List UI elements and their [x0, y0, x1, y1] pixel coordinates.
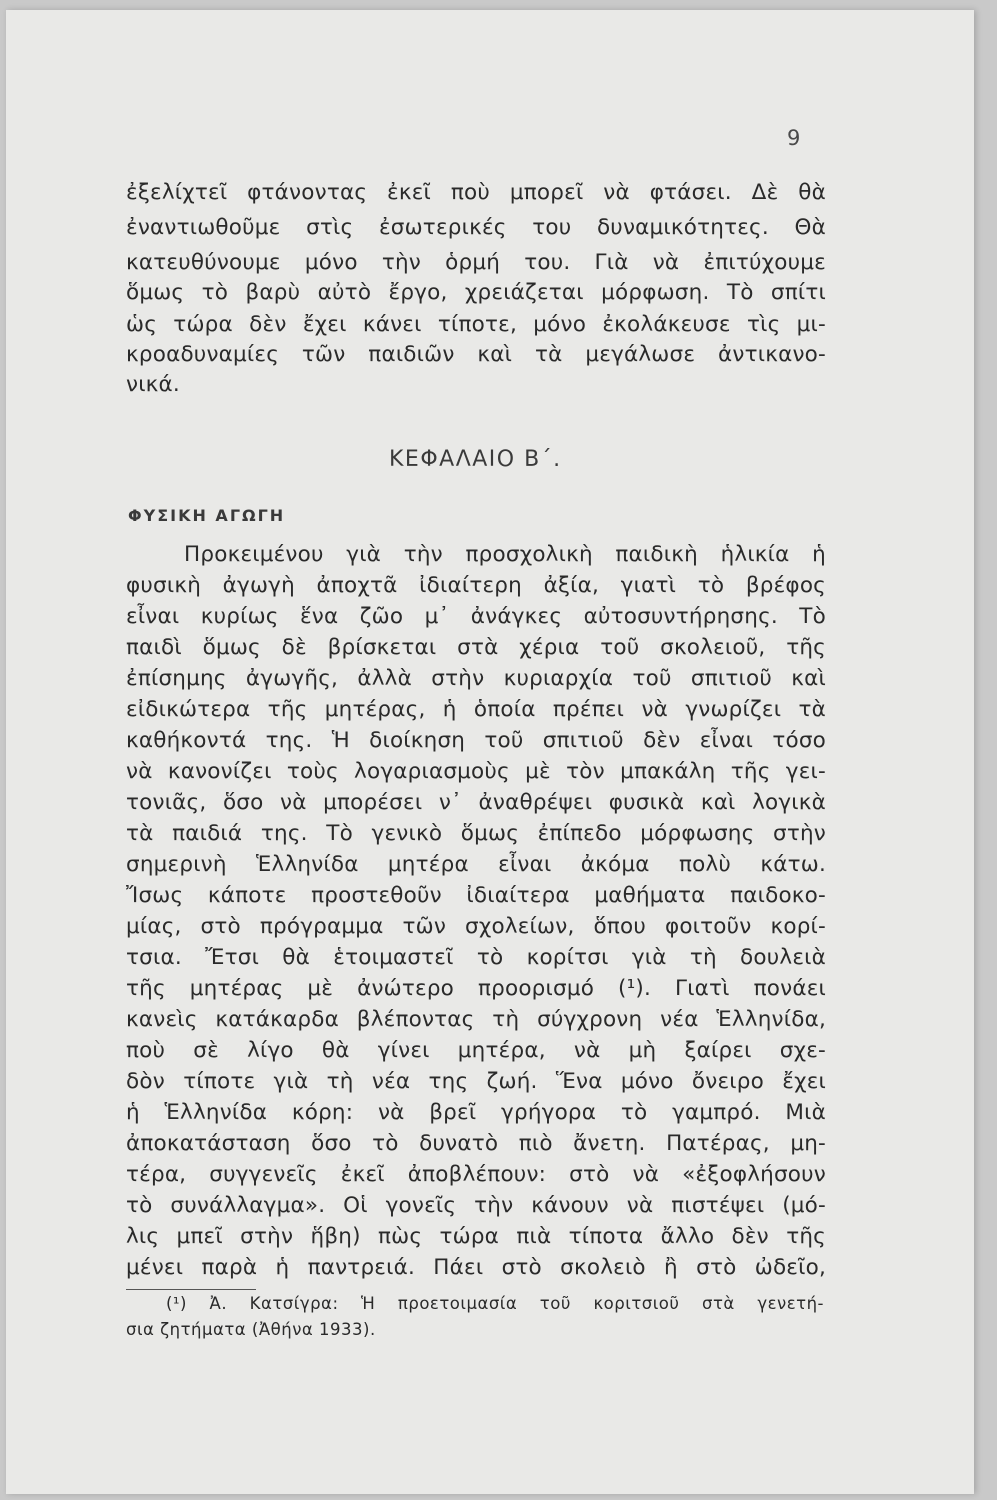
text-line: νὰ κανονίζει τοὺς λογαριασμοὺς μὲ τὸν μπακάλη τῆς γει-: [126, 759, 826, 784]
text-line: κατευθύνουμε μόνο τὴν ὁρμή του. Γιὰ νὰ ἐπιτύχουμε: [126, 250, 826, 275]
page-number: 9: [787, 126, 801, 150]
text-line: τὸ συνάλλαγμα». Οἱ γονεῖς τὴν κάνουν νὰ πιστέψει (μό-: [126, 1193, 826, 1218]
text-line: τέρα, συγγενεῖς ἐκεῖ ἀποβλέπουν: στὸ νὰ «ἐξοφλήσουν: [126, 1162, 826, 1187]
text-line: μίας, στὸ πρόγραμμα τῶν σχολείων, ὅπου φοιτοῦν κορί-: [126, 914, 826, 939]
footnote-divider: [126, 1289, 256, 1290]
text-line: εἶναι κυρίως ἕνα ζῶο μ᾿ ἀνάγκες αὐτοσυντήρησης. Τὸ: [126, 604, 826, 629]
text-line: σημερινὴ Ἑλληνίδα μητέρα εἶναι ἀκόμα πολὺ κάτω.: [126, 852, 826, 877]
text-line: ἐπίσημης ἀγωγῆς, ἀλλὰ στὴν κυριαρχία τοῦ σπιτιοῦ καὶ: [126, 666, 826, 691]
section-title: ΦΥΣΙΚΗ ΑΓΩΓΗ: [128, 506, 286, 525]
text-line: ἀποκατάσταση ὅσο τὸ δυνατὸ πιὸ ἄνετη. Πατέρας, μη-: [126, 1131, 826, 1156]
text-line: φυσικὴ ἀγωγὴ ἀποχτᾶ ἰδιαίτερη ἀξία, γιατὶ τὸ βρέφος: [126, 573, 826, 598]
text-line: ποὺ σὲ λίγο θὰ γίνει μητέρα, νὰ μὴ ξαίρει σχε-: [126, 1038, 826, 1063]
text-line: τονιᾶς, ὅσο νὰ μπορέσει ν᾿ ἀναθρέψει φυσικὰ καὶ λογικὰ: [126, 790, 826, 815]
text-line: κανεὶς κατάκαρδα βλέποντας τὴ σύγχρονη νέα Ἑλληνίδα,: [126, 1007, 826, 1032]
text-line: τὰ παιδιά της. Τὸ γενικὸ ὅμως ἐπίπεδο μόρφωσης στὴν: [126, 821, 826, 846]
text-line: τῆς μητέρας μὲ ἀνώτερο προορισμό (¹). Γιατὶ πονάει: [126, 976, 826, 1001]
text-line: τσια. Ἔτσι θὰ ἑτοιμαστεῖ τὸ κορίτσι γιὰ τὴ δουλειὰ: [126, 945, 826, 970]
chapter-title: ΚΕΦΑΛΑΙΟ Β΄.: [389, 447, 562, 472]
text-line: μένει παρὰ ἡ παντρειά. Πάει στὸ σκολειὸ ἢ στὸ ὠδεῖο,: [126, 1255, 826, 1280]
footnote-line: (¹) Ἀ. Κατσίγρα: Ἡ προετοιμασία τοῦ κοριτσιοῦ στὰ γενετή-: [166, 1294, 824, 1313]
text-line: ὡς τώρα δὲν ἔχει κάνει τίποτε, μόνο ἐκολάκευσε τὶς μι-: [126, 312, 826, 337]
text-line: νικά.: [126, 372, 180, 397]
footnote-line: σια ζητήματα (Ἀθήνα 1933).: [126, 1320, 376, 1339]
text-line: ἐναντιωθοῦμε στὶς ἐσωτερικές του δυναμικότητες. Θὰ: [126, 215, 826, 240]
text-line: Προκειμένου γιὰ τὴν προσχολικὴ παιδικὴ ἡλικία ἡ: [184, 542, 826, 567]
text-line: παιδὶ ὅμως δὲ βρίσκεται στὰ χέρια τοῦ σκολειοῦ, τῆς: [126, 635, 826, 660]
text-line: κροαδυναμίες τῶν παιδιῶν καὶ τὰ μεγάλωσε ἀντικανο-: [126, 342, 826, 367]
text-line: ἡ Ἑλληνίδα κόρη: νὰ βρεῖ γρήγορα τὸ γαμπρό. Μιὰ: [126, 1100, 826, 1125]
text-line: δὸν τίποτε γιὰ τὴ νέα της ζωή. Ἕνα μόνο ὄνειρο ἔχει: [126, 1069, 826, 1094]
text-line: καθήκοντά της. Ἡ διοίκηση τοῦ σπιτιοῦ δὲν εἶναι τόσο: [126, 728, 826, 753]
text-line: λις μπεῖ στὴν ἥβη) πὼς τώρα πιὰ τίποτα ἄλλο δὲν τῆς: [126, 1224, 826, 1249]
text-line: ἐξελίχτεῖ φτάνοντας ἐκεῖ ποὺ μπορεῖ νὰ φτάσει. Δὲ θὰ: [126, 180, 826, 205]
book-page: [6, 10, 974, 1494]
text-line: ὅμως τὸ βαρὺ αὐτὸ ἔργο, χρειάζεται μόρφωση. Τὸ σπίτι: [126, 280, 826, 305]
text-line: Ἴσως κάποτε προστεθοῦν ἰδιαίτερα μαθήματα παιδοκο-: [126, 883, 826, 908]
text-line: εἰδικώτερα τῆς μητέρας, ἡ ὁποία πρέπει νὰ γνωρίζει τὰ: [126, 697, 826, 722]
